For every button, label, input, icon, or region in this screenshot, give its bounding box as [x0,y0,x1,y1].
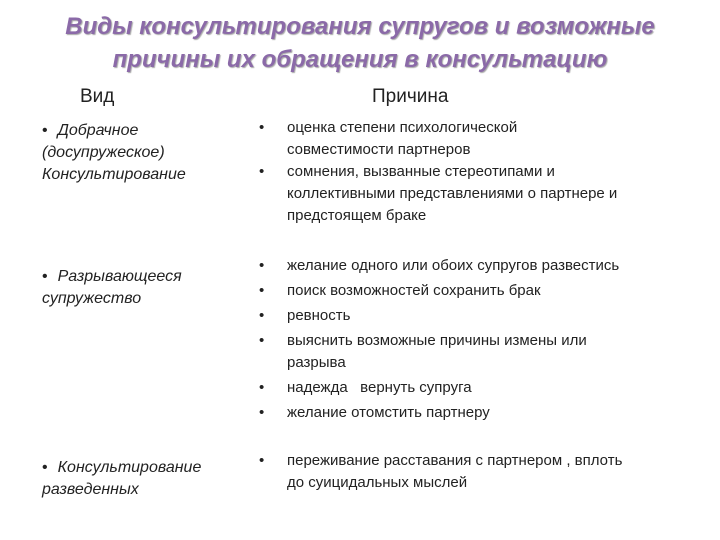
type-line: супружество [42,290,142,307]
bullet-icon: • [42,459,48,476]
type-premarital [42,120,247,186]
type-line: Разрывающееся [57,268,182,285]
reason-line: желание одного или обоих супругов развестись [287,257,620,274]
title-line-1: Виды консультирования супругов и возможные [65,13,655,40]
slide-title [20,10,700,76]
column-header-type: Вид [80,86,115,107]
reason-line: поиск возможностей сохранить брак [287,282,541,299]
reason-item [255,305,705,327]
bullet-icon: • [42,268,48,285]
type-line: Консультирование [57,459,202,476]
bullet-icon: • [259,282,265,299]
reasons-divorced [255,450,705,494]
reason-item [255,255,705,277]
bullet-icon: • [259,257,265,274]
type-breaking-marriage [42,266,247,310]
reasons-premarital [255,117,705,227]
reason-line: переживание расставания с партнером , вплоть [287,452,623,469]
reason-line: оценка степени психологической [287,119,518,136]
reasons-breaking-marriage [255,255,705,424]
bullet-icon: • [259,379,265,396]
bullet-icon: • [259,332,265,349]
bullet-icon: • [259,163,265,180]
type-line: Консультирование [42,166,186,183]
bullet-icon: • [259,404,265,421]
type-line: (досупружеское) [42,144,165,161]
reason-line: предстоящем браке [287,207,427,224]
bullet-icon: • [259,119,265,136]
bullet-icon: • [259,307,265,324]
reason-line: совместимости партнеров [287,141,471,158]
reason-item [255,402,705,424]
bullet-icon: • [259,452,265,469]
reason-line: ревность [287,307,351,324]
reason-line: разрыва [287,354,346,371]
reason-item [255,117,705,161]
reason-item [255,330,705,374]
type-divorced-counseling [42,457,247,501]
reason-line: надежда вернуть супруга [287,379,472,396]
reason-line: сомнения, вызванные стереотипами и [287,163,555,180]
title-line-2: причины их обращения в консультацию [112,46,608,73]
reason-line: желание отомстить партнеру [287,404,490,421]
reason-line: до суицидальных мыслей [287,474,468,491]
type-line: Добрачное [57,122,139,139]
reason-item [255,450,705,494]
type-line: разведенных [42,481,139,498]
bullet-icon: • [42,122,48,139]
reason-line: выяснить возможные причины измены или [287,332,587,349]
column-header-reason: Причина [372,86,449,107]
reason-item [255,161,705,227]
reason-item [255,377,705,399]
reason-item [255,280,705,302]
reason-line: коллективными представлениями о партнере и [287,185,618,202]
